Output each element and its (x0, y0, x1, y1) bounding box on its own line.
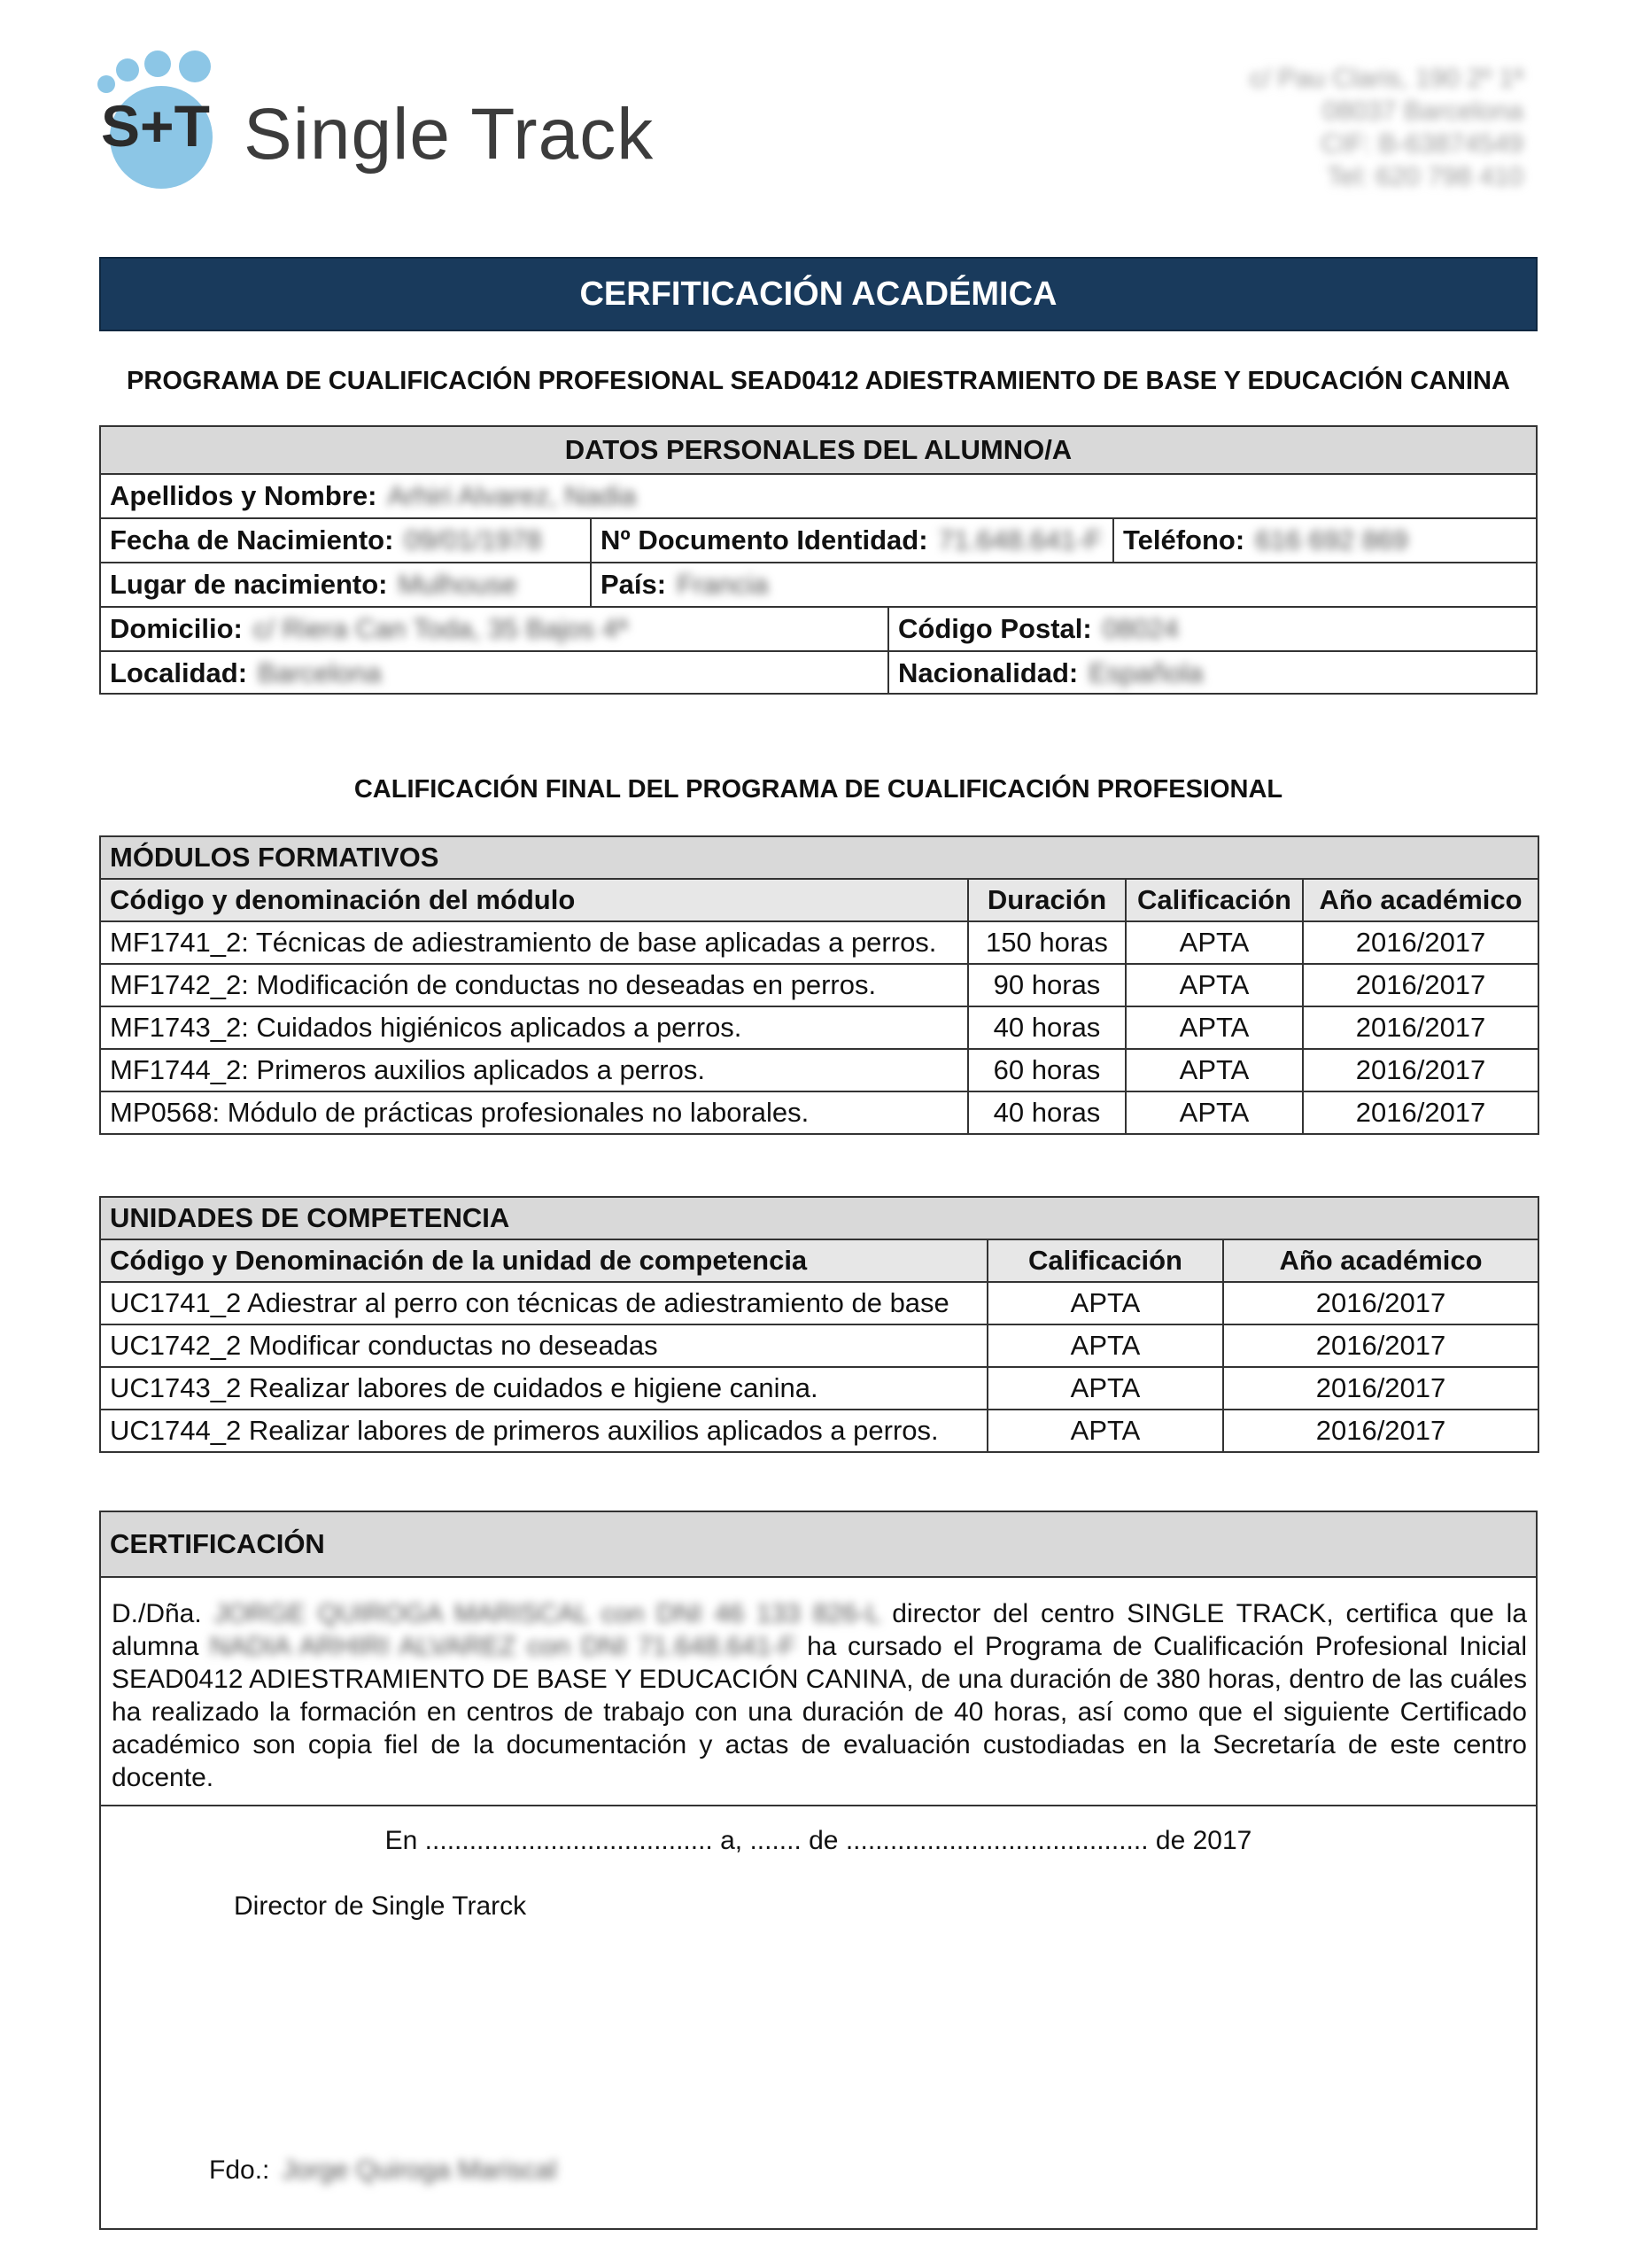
table-cell: 40 horas (968, 1006, 1126, 1049)
table-cell: 150 horas (968, 921, 1126, 964)
certification-text-part-2: ha cursado el Programa de Cualificación Profesional Inicial SEAD0412 ADIESTRAMIENTO DE BASE Y EDUCACIÓN CANINA, de una duración de 380 horas, dentro de las cuáles ha realizado la formación en centros de trabajo con una duración de 40 horas, así como que el siguiente Certificado académico son copia fiel de la documentación y actas de evaluación custodiadas en la Secretaría de este centro docente. (112, 1632, 1528, 1792)
table-row (100, 1091, 1538, 1134)
document-id-label: Nº Documento Identidad: (601, 524, 928, 555)
certification-text (112, 1597, 1527, 1794)
document-title: CERFITICACIÓN ACADÉMICA (99, 257, 1538, 331)
table-cell: UC1744_2 Realizar labores de primeros auxilios aplicados a perros. (100, 1410, 988, 1452)
address-label: Domicilio: (110, 613, 243, 644)
signed-label: Fdo.: (209, 2155, 270, 2185)
modules-rows (100, 921, 1538, 1134)
table-cell: APTA (988, 1282, 1223, 1324)
birthdate-label: Fecha de Nacimiento: (110, 524, 394, 555)
table-cell: MF1742_2: Modificación de conductas no deseadas en perros. (100, 964, 968, 1006)
address-value: c/ Riera Can Toda, 35 Bajos 4ª (252, 613, 628, 644)
program-heading: PROGRAMA DE CUALIFICACIÓN PROFESIONAL SEAD0412 ADIESTRAMIENTO DE BASE Y EDUCACIÓN CANINA (127, 367, 1510, 395)
table-cell: MF1744_2: Primeros auxilios aplicados a perros. (100, 1049, 968, 1091)
table-cell: MF1743_2: Cuidados higiénicos aplicados a perros. (100, 1006, 968, 1049)
company-address: c/ Pau Claris, 190 2º 1ª 08037 Barcelona CIF: B-63874549 Tel: 620 798 410 (1250, 64, 1523, 191)
personal-data-header: DATOS PERSONALES DEL ALUMNO/A (101, 427, 1536, 473)
table-cell: 2016/2017 (1303, 1049, 1538, 1091)
country-value: Francia (677, 569, 769, 600)
table-cell: MF1741_2: Técnicas de adiestramiento de base aplicadas a perros. (100, 921, 968, 964)
modules-table (99, 835, 1539, 1135)
table-cell: APTA (1126, 921, 1303, 964)
table-cell: 2016/2017 (1223, 1282, 1538, 1324)
postal-code-value: 08024 (1102, 613, 1179, 644)
table-cell: APTA (988, 1410, 1223, 1452)
units-heading: UNIDADES DE COMPETENCIA (100, 1197, 1538, 1239)
director-label: Director de Single Trarck (234, 1891, 527, 1921)
column-header: Año académico (1223, 1239, 1538, 1282)
name-row (101, 473, 1536, 517)
student-id: NADIA ARHIRI ALVAREZ con DNI 71.648.641-F (209, 1632, 796, 1661)
column-header: Calificación (988, 1239, 1223, 1282)
table-cell: UC1742_2 Modificar conductas no deseadas (100, 1324, 988, 1367)
units-rows (100, 1282, 1538, 1452)
table-row (100, 964, 1538, 1006)
table-cell: APTA (988, 1324, 1223, 1367)
nationality-label: Nacionalidad: (898, 657, 1079, 688)
table-cell: 2016/2017 (1303, 921, 1538, 964)
table-cell: 2016/2017 (1223, 1324, 1538, 1367)
table-row (100, 1282, 1538, 1324)
document-id-value: 71.648.641-F (938, 524, 1102, 555)
table-row (100, 921, 1538, 964)
column-header: Año académico (1303, 879, 1538, 921)
table-cell: UC1741_2 Adiestrar al perro con técnicas de adiestramiento de base (100, 1282, 988, 1324)
birthplace-label: Lugar de nacimiento: (110, 569, 388, 600)
nationality-value: Española (1089, 657, 1204, 688)
table-row (100, 1367, 1538, 1410)
table-cell: 60 horas (968, 1049, 1126, 1091)
brand-name: Single Track (244, 94, 655, 175)
locality-row (101, 650, 1536, 695)
table-cell: APTA (1126, 1049, 1303, 1091)
locality-label: Localidad: (110, 657, 248, 688)
country-label: País: (601, 569, 667, 600)
table-cell: 40 horas (968, 1091, 1126, 1134)
name-value: Arhiri Alvarez, Nadia (387, 480, 637, 511)
name-label: Apellidos y Nombre: (110, 480, 377, 511)
divider (101, 1805, 1536, 1806)
table-cell: 2016/2017 (1223, 1410, 1538, 1452)
birth-row (101, 517, 1536, 562)
director-id: JORGE QUIROGA MARISCAL con DNI 46 133 826-L (213, 1599, 880, 1628)
table-cell: APTA (1126, 964, 1303, 1006)
units-column-row (100, 1239, 1538, 1282)
certification-section (99, 1511, 1538, 2230)
table-cell: 2016/2017 (1303, 964, 1538, 1006)
table-cell: APTA (1126, 1091, 1303, 1134)
modules-header-row (100, 836, 1538, 879)
birthdate-value: 09/01/1978 (404, 524, 542, 555)
table-cell: APTA (988, 1367, 1223, 1410)
birthplace-value: Mulhouse (398, 569, 517, 600)
column-header: Calificación (1126, 879, 1303, 921)
competence-units-table (99, 1196, 1539, 1453)
logo-letters: S+T (101, 93, 210, 159)
phone-label: Teléfono: (1123, 524, 1245, 555)
date-line: En ....................................... a, ....... de ......................................... de 2017 (384, 1826, 1252, 1855)
final-grade-heading: CALIFICACIÓN FINAL DEL PROGRAMA DE CUALIFICACIÓN PROFESIONAL (353, 775, 1283, 804)
prefix: D./Dña. (112, 1599, 202, 1628)
table-cell: APTA (1126, 1006, 1303, 1049)
modules-column-row (100, 879, 1538, 921)
locality-value: Barcelona (258, 657, 382, 688)
table-cell: 2016/2017 (1223, 1367, 1538, 1410)
column-header: Duración (968, 879, 1126, 921)
table-row (100, 1006, 1538, 1049)
column-header: Código y denominación del módulo (100, 879, 968, 921)
single-track-logo (96, 49, 237, 190)
table-cell: 90 horas (968, 964, 1126, 1006)
personal-data-section (99, 425, 1538, 695)
modules-heading: MÓDULOS FORMATIVOS (100, 836, 1538, 879)
table-row (100, 1049, 1538, 1091)
table-cell: UC1743_2 Realizar labores de cuidados e higiene canina. (100, 1367, 988, 1410)
table-cell: 2016/2017 (1303, 1006, 1538, 1049)
column-header: Código y Denominación de la unidad de competencia (100, 1239, 988, 1282)
phone-value: 616 692 869 (1255, 524, 1408, 555)
table-cell: 2016/2017 (1303, 1091, 1538, 1134)
signed-name: Jorge Quiroga Mariscal (282, 2155, 557, 2185)
certification-text-part-1: director del centro SINGLE TRACK, certifica que la alumna (112, 1599, 1528, 1661)
table-row (100, 1324, 1538, 1367)
certification-heading: CERTIFICACIÓN (101, 1512, 1536, 1578)
signature-line (209, 2155, 557, 2186)
table-cell: MP0568: Módulo de prácticas profesionales no laborales. (100, 1091, 968, 1134)
birthplace-row (101, 562, 1536, 606)
postal-code-label: Código Postal: (898, 613, 1092, 644)
address-row (101, 606, 1536, 650)
table-row (100, 1410, 1538, 1452)
units-header-row (100, 1197, 1538, 1239)
